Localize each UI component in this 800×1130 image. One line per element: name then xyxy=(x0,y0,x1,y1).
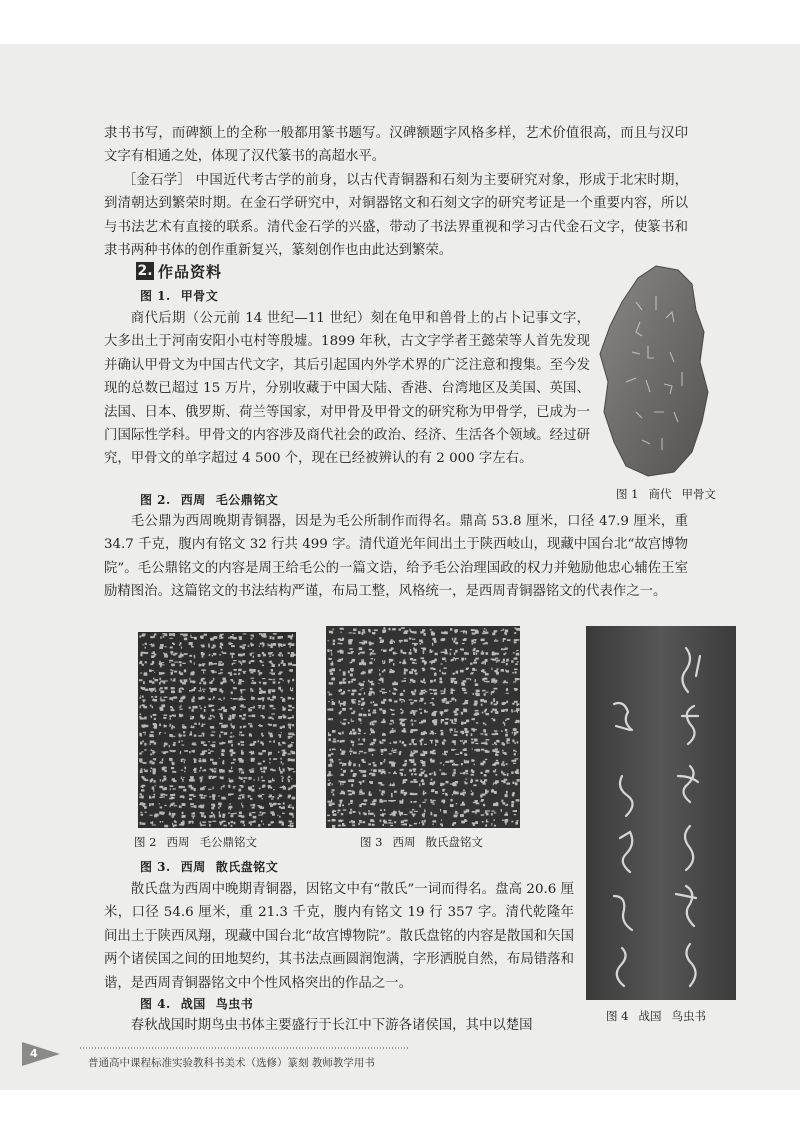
bird-worm-script-image xyxy=(586,626,736,1000)
page-number: 4 xyxy=(30,1047,38,1060)
section-heading xyxy=(136,261,222,281)
item-label: 图 1. xyxy=(140,289,171,303)
caption-period: 西周 xyxy=(166,835,190,849)
item-heading-3 xyxy=(140,858,288,875)
item-heading-1 xyxy=(140,287,228,304)
maogong-ding-rubbing-image xyxy=(138,632,296,828)
item-text-3 xyxy=(104,878,574,995)
footer-book-title: 普通高中课程标准实验教科书美术（选修）篆刻 教师教学用书 xyxy=(88,1057,375,1069)
item-label: 图 4. xyxy=(140,997,171,1011)
caption-work: 散氏盘铭文 xyxy=(425,835,483,849)
caption-fig1 xyxy=(616,486,726,502)
caption-fig2 xyxy=(134,834,267,850)
item-heading-2 xyxy=(140,491,288,508)
intro-paragraph: 隶书书写，而碑额上的全称一般都用篆书题写。汉碑额题字风格多样，艺术价值很高，而且与汉印文字有相通之处，体现了汉代篆书的高超水平。 xyxy=(104,126,688,165)
item-work: 毛公鼎铭文 xyxy=(215,493,279,507)
caption-work: 鸟虫书 xyxy=(671,1009,706,1023)
caption-fig4 xyxy=(606,1008,716,1024)
item-text-4 xyxy=(104,1014,574,1037)
term-label: ［金石学］ xyxy=(122,172,192,188)
section-title: 作品资料 xyxy=(158,262,223,281)
caption-label: 图 4 xyxy=(606,1009,629,1023)
section-number: 2. xyxy=(137,263,153,279)
term-body: 中国近代考古学的前身，以古代青铜器和石刻为主要研究对象，形成于北宋时期，到清朝达到繁荣时期。在金石学研究中，对铜器铭文和石刻文字的研究考证是一个重要内容，所以与书法艺术有直接的联系。清代金石学的兴盛，带动了书法界重视和学习古代金石文字，使篆书和隶书两种书体的创作重新复兴，篆刻创作也由此达到繁荣。 xyxy=(104,172,689,259)
oracle-bone-image xyxy=(596,262,712,480)
caption-work: 甲骨文 xyxy=(681,487,716,501)
sanshi-pan-rubbing-image xyxy=(326,626,520,828)
item-period: 西周 xyxy=(180,493,206,507)
caption-period: 商代 xyxy=(648,487,672,501)
item-period: 西周 xyxy=(180,860,206,874)
item-work: 鸟虫书 xyxy=(215,997,254,1011)
item-heading-4 xyxy=(140,995,263,1012)
item-paragraph: 毛公鼎为西周晚期青铜器，因是为毛公所制作而得名。鼎高 53.8 厘米，口径 47.9 厘米，重 34.7 千克，腹内有铭文 32 行共 499 字。清代道光年间出土于陕西岐山，现藏中国台北“故宫博物院”。毛公鼎铭文的内容是周王给毛公的一篇文诰，给予毛公治理国政的权力并勉励他忠心辅佐王室励精图治。这篇铭文的书法结构严谨，布局工整，风格统一，是西周青铜器铭文的代表作之一。 xyxy=(104,514,688,600)
term-paragraph xyxy=(104,169,688,263)
item-work: 散氏盘铭文 xyxy=(215,860,279,874)
item-label: 图 2. xyxy=(140,493,171,507)
caption-period: 西周 xyxy=(392,835,416,849)
caption-period: 战国 xyxy=(638,1009,662,1023)
item-period: 战国 xyxy=(180,997,206,1011)
item-text-2 xyxy=(104,510,688,604)
caption-label: 图 1 xyxy=(616,487,639,501)
caption-label: 图 2 xyxy=(134,835,157,849)
page-number-marker xyxy=(22,1042,60,1066)
item-label: 图 3. xyxy=(140,860,171,874)
intro-block xyxy=(104,122,688,262)
item-paragraph: 散氏盘为西周中晚期青铜器，因铭文中有“散氏”一词而得名。盘高 20.6 厘米，口径 54.6 厘米，重 21.3 千克，腹内有铭文 19 行 357 字。清代乾隆年间出土于陕西凤翔，现藏中国台北“故宫博物院”。散氏盘铭的内容是散国和矢国两个诸侯国之间的田地契约，其书法点画圆润饱满，字形洒脱自然，布局错落和谐，是西周青铜器铭文中个性风格突出的作品之一。 xyxy=(104,882,574,991)
item-paragraph: 春秋战国时期鸟虫书体主要盛行于长江中下游各诸侯国，其中以楚国 xyxy=(130,1018,533,1033)
caption-fig3 xyxy=(360,834,493,850)
caption-work: 毛公鼎铭文 xyxy=(199,835,257,849)
caption-label: 图 3 xyxy=(360,835,383,849)
item-period: 甲骨文 xyxy=(180,289,219,303)
footer-rule xyxy=(80,1047,410,1049)
item-text-1 xyxy=(104,307,590,471)
item-paragraph: 商代后期（公元前 14 世纪—11 世纪）刻在龟甲和兽骨上的占卜记事文字，大多出土于河南安阳小屯村等殷墟。1899 年秋，古文字学者王懿荣等人首先发现并确认甲骨文为中国古代文字，其后引起国内外学术界的广泛注意和搜集。至今发现的总数已超过 15 万片，分别收藏于中国大陆、香港、台湾地区及美国、英国、法国、日本、俄罗斯、荷兰等国家，对甲骨及甲骨文的研究称为甲骨学，已成为一门国际性学科。甲骨文的内容涉及商代社会的政治、经济、生活各个领域。经过研究，甲骨文的单字超过 4 500 个，现在已经被辨认的有 2 000 字左右。 xyxy=(104,311,590,467)
